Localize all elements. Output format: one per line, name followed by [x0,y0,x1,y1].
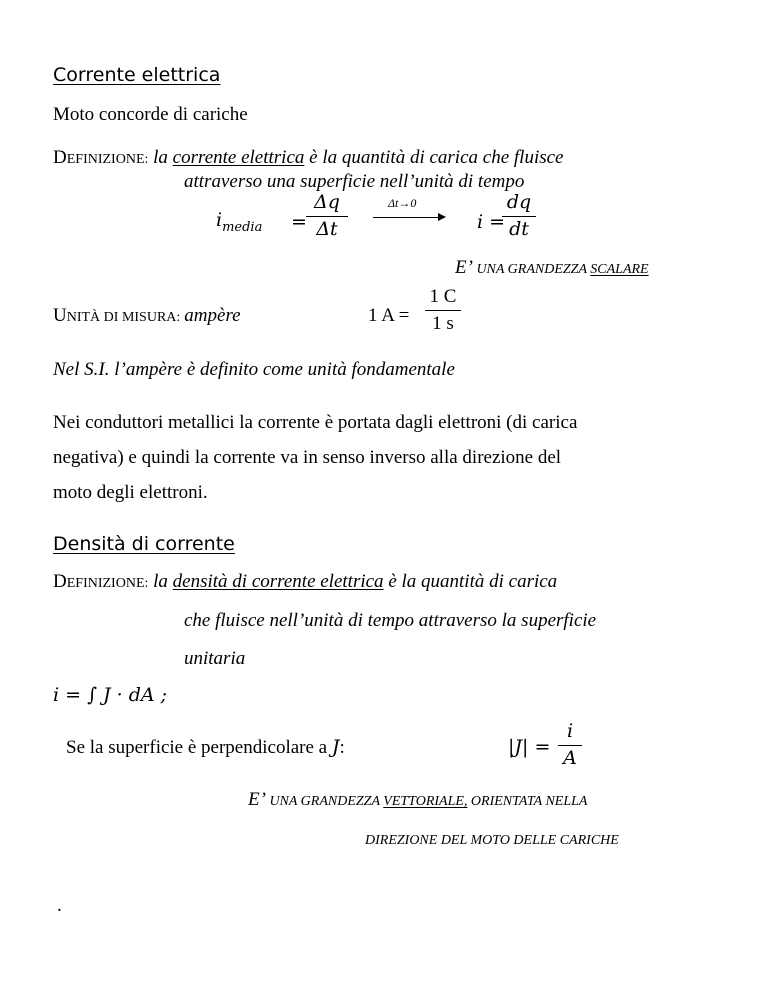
def2-label-rest: EFINIZIONE: [66,576,149,591]
def2-label-cap: D [53,571,67,592]
scalar-mid: UNA GRANDEZZA [472,262,591,277]
vector-mid: UNA GRANDEZZA [265,794,384,809]
scalar-note [455,257,649,279]
def-post: è la quantità di carica che fluisce [304,147,564,168]
perp-text: Se la superficie è perpendicolare a [66,737,332,758]
perpendicular-line [66,736,345,759]
definition-line-1 [53,147,564,169]
media-subscript: media [222,219,263,235]
abs-j-lhs: |J| = [508,736,551,758]
frac-num-dq: Δq [314,191,340,213]
fraction-bar-2 [502,216,536,217]
definition-line-2: attraverso una superficie nell’unità di tempo [184,171,525,192]
def-term: corrente elettrica [172,147,305,168]
vector-e: E’ [248,789,266,810]
def-label-rest: EFINIZIONE: [66,152,149,167]
footer-dot: . [57,895,62,916]
paragraph-line-3: moto degli elettroni. [53,482,208,503]
scalar-word: SCALARE [590,262,649,277]
unit-label [53,305,241,327]
def-pre: la [153,147,173,168]
section-subtitle: Moto concorde di cariche [53,104,248,125]
perp-vec: J [331,736,340,758]
frac-den-dt2: dt [509,217,529,240]
def2-post: è la quantità di carica [383,571,558,592]
unit-num: 1 C [429,286,457,307]
vector-post: ORIENTATA NELLA [467,794,588,809]
i-rhs: i = [477,211,506,233]
unit-fraction [425,286,461,335]
paragraph-line-1: Nei conduttori metallici la corrente è portata dagli elettroni (di carica [53,412,578,433]
paragraph-line-2: negativa) e quindi la corrente va in senso inverso alla direzione del [53,447,562,468]
abs-num: i [566,720,574,742]
fraction-bar [306,216,348,217]
def-label-cap: D [53,147,67,168]
abs-den: A [563,746,577,769]
vector-note [248,789,587,811]
unit-label-cap: U [53,305,67,326]
si-note: Nel S.I. l’ampère è definito come unità fondamentale [53,359,455,380]
limit-arrow-head [438,213,446,221]
fraction-delta-q-t [306,192,348,241]
section-title-corrente: Corrente elettrica [53,64,221,86]
definition2-line-2: che fluisce nell’unità di tempo attraverso la superficie [184,610,597,631]
i-media-lhs [216,209,262,235]
def2-term: densità di corrente elettrica [172,571,384,592]
vector-note-line-2: DIREZIONE DEL MOTO DELLE CARICHE [365,833,619,848]
definition2-line-1 [53,571,557,593]
section-title-densita: Densità di corrente [53,533,235,555]
unit-fraction-bar [425,310,461,311]
perp-colon: : [339,737,345,758]
frac-num-dq2: dq [506,191,532,213]
limit-arrow-line [373,217,440,218]
limit-label: Δt→0 [388,196,417,210]
vector-word: VETTORIALE, [383,794,468,809]
scalar-e: E’ [455,257,473,278]
equals-1: = [291,211,307,233]
def2-pre: la [153,571,173,592]
frac-den-dt: Δt [316,217,338,240]
unit-name: ampère [184,305,241,326]
unit-lhs: 1 A = [368,305,410,326]
unit-label-rest: NITÀ DI MISURA: [66,310,181,325]
fraction-dq-dt [502,192,536,241]
integral-formula: i = ∫ J · dA ; [53,684,168,706]
i-symbol: i [216,209,223,231]
definition2-line-3: unitaria [184,648,246,669]
unit-den: 1 s [432,312,454,334]
abs-fraction-bar [558,745,582,746]
abs-j-fraction [558,721,582,770]
